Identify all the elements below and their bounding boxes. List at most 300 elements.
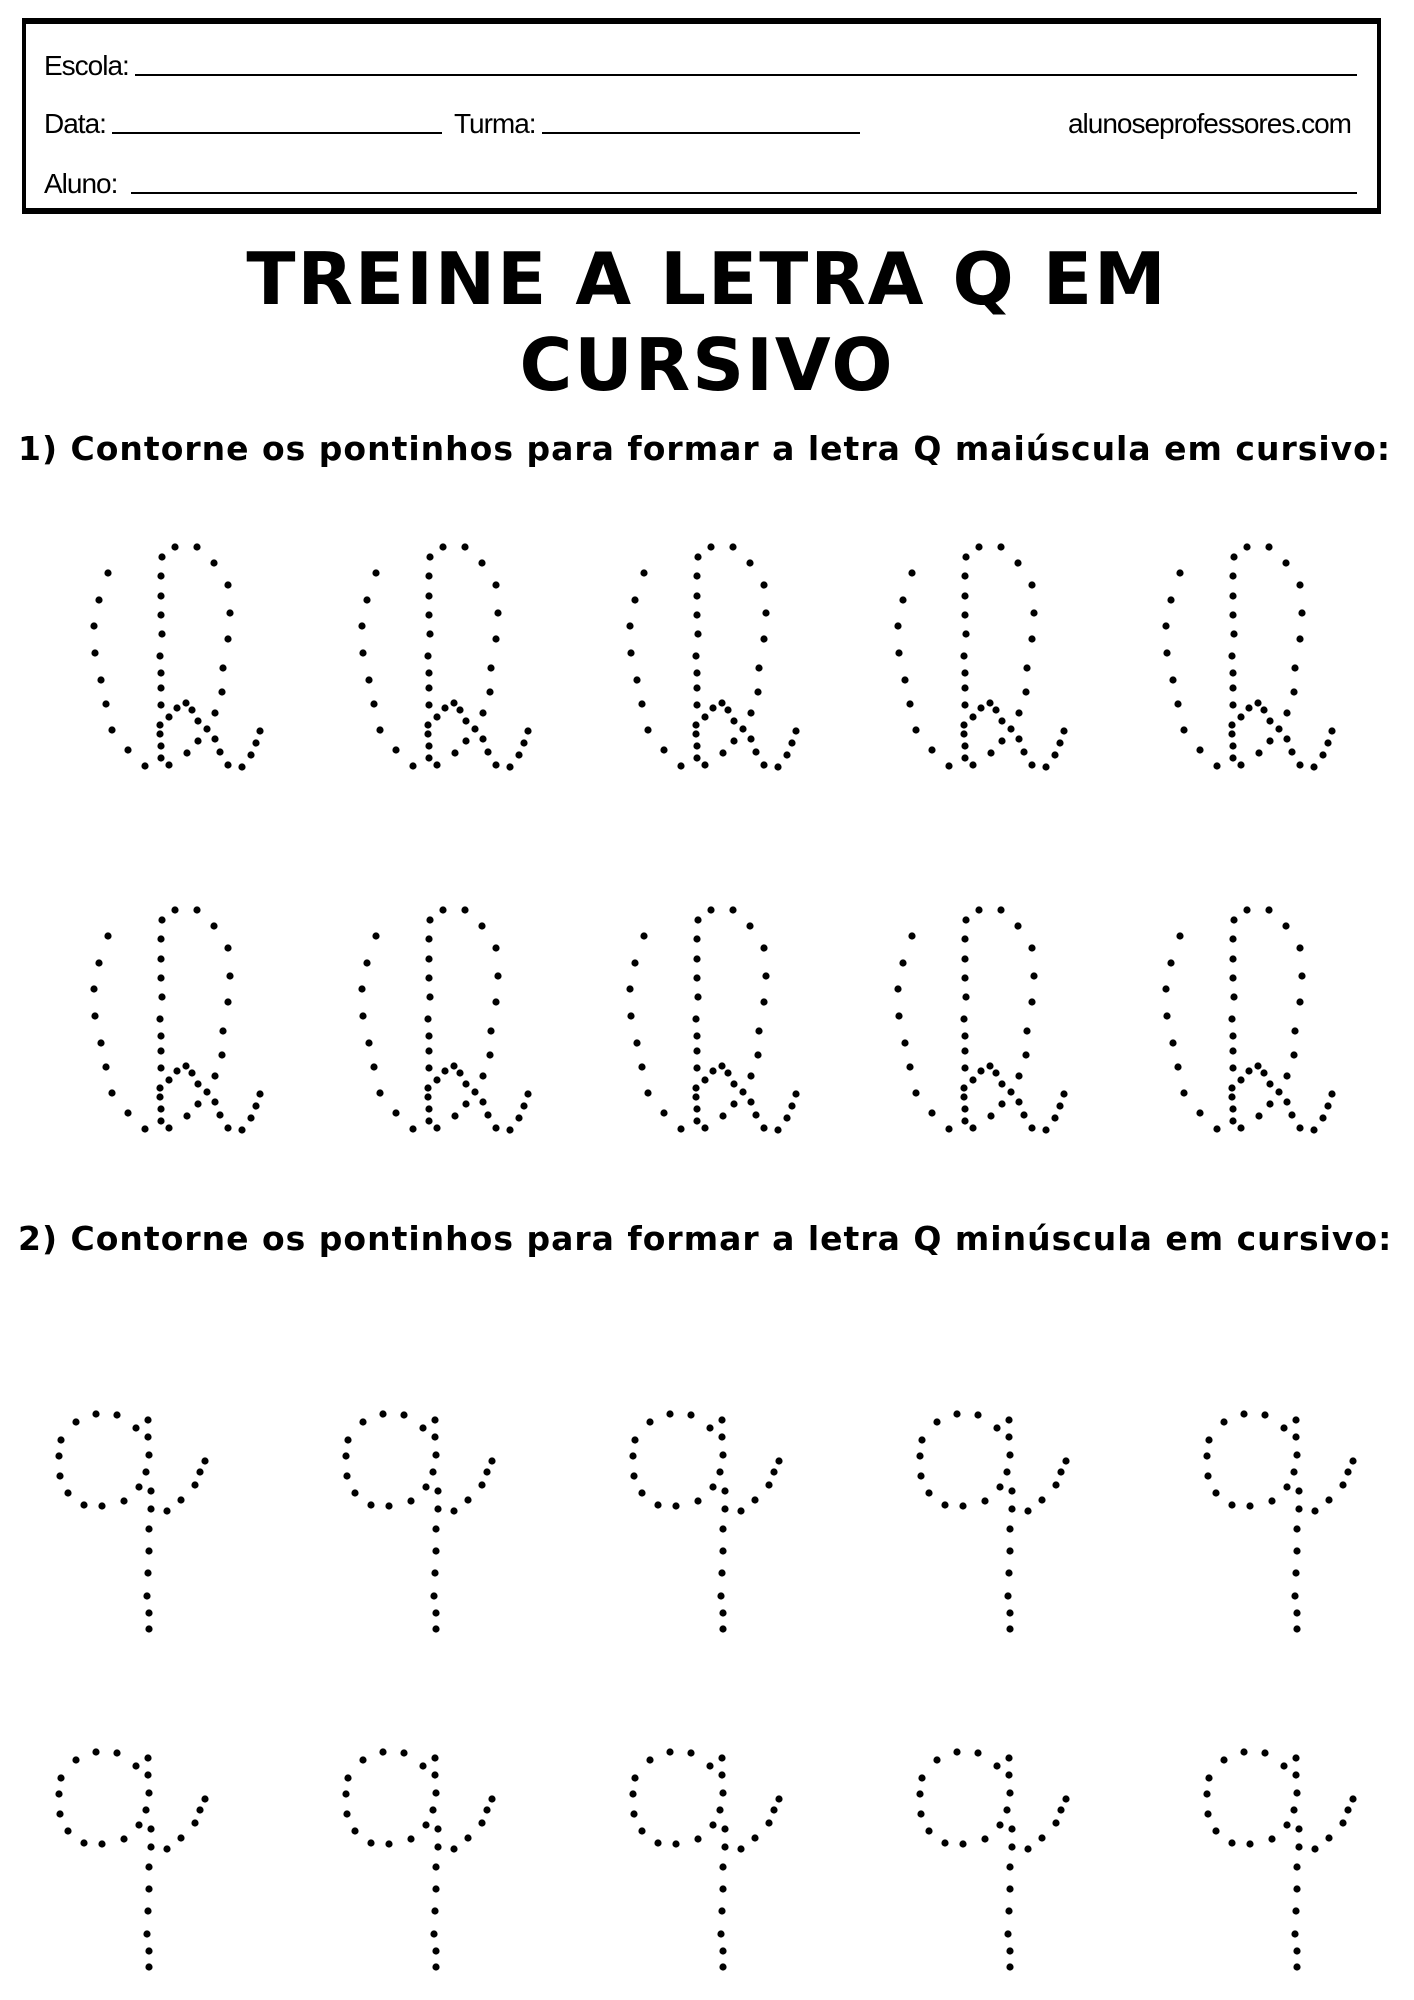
trace-dot bbox=[917, 1810, 924, 1817]
trace-dot bbox=[157, 1047, 164, 1054]
trace-dot bbox=[752, 748, 759, 755]
trace-dot bbox=[252, 739, 259, 746]
lowercase-q-tracing bbox=[916, 1410, 1069, 1632]
trace-dot bbox=[788, 739, 795, 746]
trace-dot bbox=[431, 1569, 438, 1576]
trace-dot bbox=[1062, 1457, 1069, 1464]
trace-dot bbox=[211, 1072, 218, 1079]
trace-dot bbox=[1220, 1756, 1227, 1763]
trace-dot bbox=[157, 701, 164, 708]
trace-dot bbox=[515, 1114, 522, 1121]
trace-dot bbox=[385, 1840, 392, 1847]
trace-dot bbox=[895, 649, 902, 656]
trace-dot bbox=[157, 1117, 164, 1124]
trace-dot bbox=[102, 1063, 109, 1070]
trace-dot bbox=[91, 1012, 98, 1019]
trace-dot bbox=[426, 916, 433, 923]
trace-dot bbox=[486, 688, 493, 695]
trace-dot bbox=[644, 1089, 651, 1096]
trace-dot bbox=[719, 1525, 726, 1532]
trace-dot bbox=[629, 1790, 636, 1797]
trace-dot bbox=[456, 706, 463, 713]
website-text: alunoseprofessores.com bbox=[1067, 108, 1351, 139]
trace-dot bbox=[484, 748, 491, 755]
trace-dot bbox=[218, 688, 225, 695]
trace-dot bbox=[1310, 763, 1317, 770]
trace-dot bbox=[961, 754, 968, 761]
trace-dot bbox=[960, 1093, 967, 1100]
trace-dot bbox=[974, 1411, 981, 1418]
trace-dot bbox=[1006, 1625, 1013, 1632]
trace-dot bbox=[456, 1069, 463, 1076]
trace-dot bbox=[156, 652, 163, 659]
trace-dot bbox=[425, 955, 432, 962]
trace-dot bbox=[492, 581, 499, 588]
trace-dot bbox=[1292, 1907, 1299, 1914]
trace-dot bbox=[365, 676, 372, 683]
trace-dot bbox=[1038, 1834, 1045, 1841]
trace-dot bbox=[760, 761, 767, 768]
trace-dot bbox=[1203, 1790, 1210, 1797]
trace-dot bbox=[709, 1483, 716, 1490]
trace-dot bbox=[1229, 754, 1236, 761]
trace-dot bbox=[1328, 727, 1335, 734]
trace-dot bbox=[376, 726, 383, 733]
trace-dot bbox=[992, 1069, 999, 1076]
trace-dot bbox=[145, 1885, 152, 1892]
trace-dot bbox=[1344, 1806, 1351, 1813]
trace-dot bbox=[962, 630, 969, 637]
trace-dot bbox=[1266, 1080, 1273, 1087]
trace-dot bbox=[1288, 1111, 1295, 1118]
trace-dot bbox=[1293, 1963, 1300, 1970]
trace-dot bbox=[1005, 1569, 1012, 1576]
trace-dot bbox=[694, 553, 701, 560]
trace-dot bbox=[483, 1468, 490, 1475]
trace-dot bbox=[145, 1947, 152, 1954]
trace-dot bbox=[1265, 543, 1272, 550]
trace-dot bbox=[194, 1080, 201, 1087]
trace-dot bbox=[1265, 906, 1272, 913]
trace-dot bbox=[960, 1084, 967, 1091]
trace-dot bbox=[144, 1771, 151, 1778]
trace-dot bbox=[1324, 739, 1331, 746]
trace-dot bbox=[746, 559, 753, 566]
trace-dot bbox=[1062, 1795, 1069, 1802]
trace-dot bbox=[1057, 1468, 1064, 1475]
trace-dot bbox=[626, 985, 633, 992]
trace-dot bbox=[1228, 1093, 1235, 1100]
trace-dot bbox=[419, 1424, 426, 1431]
trace-dot bbox=[1020, 748, 1027, 755]
trace-dot bbox=[1293, 1863, 1300, 1870]
trace-dot bbox=[142, 1468, 149, 1475]
trace-dot bbox=[433, 713, 440, 720]
uppercase-q-tracing bbox=[894, 906, 1067, 1133]
trace-dot bbox=[385, 1502, 392, 1509]
trace-dot bbox=[627, 1012, 634, 1019]
trace-dot bbox=[156, 1093, 163, 1100]
trace-dot bbox=[407, 1835, 414, 1842]
trace-dot bbox=[425, 935, 432, 942]
trace-dot bbox=[918, 1774, 925, 1781]
trace-dot bbox=[987, 1112, 994, 1119]
trace-dot bbox=[959, 1840, 966, 1847]
trace-dot bbox=[363, 959, 370, 966]
trace-dot bbox=[201, 1795, 208, 1802]
trace-dot bbox=[1295, 1505, 1302, 1512]
trace-dot bbox=[961, 572, 968, 579]
trace-dot bbox=[424, 1093, 431, 1100]
trace-dot bbox=[156, 1015, 163, 1022]
trace-dot bbox=[1282, 922, 1289, 929]
trace-dot bbox=[424, 652, 431, 659]
trace-dot bbox=[141, 762, 148, 769]
trace-dot bbox=[194, 717, 201, 724]
trace-dot bbox=[1008, 1487, 1015, 1494]
trace-dot bbox=[173, 704, 180, 711]
trace-dot bbox=[1260, 1069, 1267, 1076]
lowercase-q-tracing bbox=[916, 1748, 1069, 1970]
trace-dot bbox=[135, 1483, 142, 1490]
trace-dot bbox=[1213, 1125, 1220, 1132]
trace-dot bbox=[912, 1089, 919, 1096]
trace-dot bbox=[1196, 746, 1203, 753]
trace-dot bbox=[709, 704, 716, 711]
trace-dot bbox=[894, 622, 901, 629]
trace-dot bbox=[422, 1821, 429, 1828]
trace-dot bbox=[1212, 1827, 1219, 1834]
trace-dot bbox=[754, 1051, 761, 1058]
trace-dot bbox=[431, 1907, 438, 1914]
trace-dot bbox=[1229, 701, 1236, 708]
trace-dot bbox=[64, 1827, 71, 1834]
uppercase-q-tracing bbox=[90, 906, 263, 1133]
trace-dot bbox=[97, 676, 104, 683]
trace-dot bbox=[441, 1067, 448, 1074]
trace-dot bbox=[692, 652, 699, 659]
trace-dot bbox=[631, 596, 638, 603]
trace-dot bbox=[464, 1496, 471, 1503]
trace-dot bbox=[487, 1027, 494, 1034]
trace-dot bbox=[471, 1088, 478, 1095]
trace-dot bbox=[425, 572, 432, 579]
trace-dot bbox=[145, 1863, 152, 1870]
trace-dot bbox=[203, 725, 210, 732]
trace-dot bbox=[925, 1489, 932, 1496]
trace-dot bbox=[120, 1835, 127, 1842]
trace-dot bbox=[145, 1963, 152, 1970]
trace-dot bbox=[1005, 1771, 1012, 1778]
trace-dot bbox=[1255, 1112, 1262, 1119]
student-label: Aluno: bbox=[44, 168, 118, 199]
trace-dot bbox=[693, 754, 700, 761]
trace-dot bbox=[687, 1411, 694, 1418]
trace-dot bbox=[1052, 1481, 1059, 1488]
trace-dot bbox=[629, 1452, 636, 1459]
trace-dot bbox=[450, 1062, 457, 1069]
trace-dot bbox=[998, 1100, 1005, 1107]
trace-dot bbox=[144, 1569, 151, 1576]
trace-dot bbox=[358, 985, 365, 992]
trace-dot bbox=[894, 985, 901, 992]
trace-dot bbox=[506, 763, 513, 770]
trace-dot bbox=[660, 1109, 667, 1116]
trace-dot bbox=[986, 1062, 993, 1069]
trace-dot bbox=[425, 974, 432, 981]
trace-dot bbox=[462, 1100, 469, 1107]
trace-dot bbox=[1325, 1496, 1332, 1503]
trace-dot bbox=[961, 1032, 968, 1039]
trace-dot bbox=[425, 1032, 432, 1039]
trace-dot bbox=[993, 1424, 1000, 1431]
date-label: Data: bbox=[44, 108, 106, 139]
trace-dot bbox=[224, 1124, 231, 1131]
trace-dot bbox=[1042, 763, 1049, 770]
trace-dot bbox=[165, 713, 172, 720]
trace-dot bbox=[997, 543, 1004, 550]
trace-dot bbox=[433, 1124, 440, 1131]
trace-dot bbox=[754, 688, 761, 695]
trace-dot bbox=[145, 1525, 152, 1532]
trace-dot bbox=[429, 1468, 436, 1475]
trace-dot bbox=[1006, 1451, 1013, 1458]
trace-dot bbox=[1288, 748, 1295, 755]
trace-dot bbox=[1243, 543, 1250, 550]
trace-dot bbox=[492, 1124, 499, 1131]
trace-dot bbox=[1051, 751, 1058, 758]
trace-dot bbox=[1006, 1885, 1013, 1892]
trace-dot bbox=[451, 749, 458, 756]
trace-dot bbox=[439, 543, 446, 550]
trace-dot bbox=[1030, 609, 1037, 616]
trace-dot bbox=[92, 1748, 99, 1755]
trace-dot bbox=[709, 1067, 716, 1074]
trace-dot bbox=[492, 635, 499, 642]
trace-dot bbox=[960, 721, 967, 728]
trace-dot bbox=[425, 1105, 432, 1112]
trace-dot bbox=[424, 721, 431, 728]
trace-dot bbox=[461, 543, 468, 550]
trace-dot bbox=[701, 1076, 708, 1083]
trace-dot bbox=[961, 1047, 968, 1054]
trace-dot bbox=[1176, 932, 1183, 939]
trace-dot bbox=[1283, 1821, 1290, 1828]
trace-dot bbox=[1022, 688, 1029, 695]
trace-dot bbox=[962, 916, 969, 923]
trace-dot bbox=[1245, 704, 1252, 711]
trace-dot bbox=[425, 701, 432, 708]
trace-dot bbox=[701, 761, 708, 768]
trace-dot bbox=[916, 1790, 923, 1797]
trace-dot bbox=[1042, 1126, 1049, 1133]
trace-dot bbox=[694, 630, 701, 637]
trace-dot bbox=[692, 721, 699, 728]
trace-dot bbox=[1057, 1806, 1064, 1813]
trace-dot bbox=[392, 1109, 399, 1116]
trace-dot bbox=[719, 1963, 726, 1970]
trace-dot bbox=[171, 543, 178, 550]
trace-dot bbox=[157, 592, 164, 599]
trace-dot bbox=[1240, 1748, 1247, 1755]
trace-dot bbox=[1015, 1072, 1022, 1079]
trace-dot bbox=[1051, 1114, 1058, 1121]
trace-dot bbox=[165, 1124, 172, 1131]
trace-dot bbox=[1283, 709, 1290, 716]
trace-dot bbox=[471, 725, 478, 732]
trace-dot bbox=[1319, 1114, 1326, 1121]
trace-dot bbox=[1260, 706, 1267, 713]
trace-dot bbox=[104, 932, 111, 939]
trace-dot bbox=[464, 1834, 471, 1841]
trace-dot bbox=[693, 935, 700, 942]
trace-dot bbox=[694, 993, 701, 1000]
trace-dot bbox=[144, 1433, 151, 1440]
trace-dot bbox=[157, 572, 164, 579]
trace-dot bbox=[693, 669, 700, 676]
trace-dot bbox=[144, 1907, 151, 1914]
trace-dot bbox=[941, 1839, 948, 1846]
trace-dot bbox=[631, 1774, 638, 1781]
trace-dot bbox=[165, 1076, 172, 1083]
trace-dot bbox=[194, 737, 201, 744]
trace-dot bbox=[638, 1827, 645, 1834]
trace-dot bbox=[1169, 676, 1176, 683]
trace-dot bbox=[1163, 1012, 1170, 1019]
trace-dot bbox=[692, 1084, 699, 1091]
trace-dot bbox=[961, 684, 968, 691]
trace-dot bbox=[716, 1468, 723, 1475]
trace-dot bbox=[430, 1592, 437, 1599]
trace-dot bbox=[400, 1411, 407, 1418]
trace-dot bbox=[1228, 652, 1235, 659]
trace-dot bbox=[992, 706, 999, 713]
trace-dot bbox=[953, 1748, 960, 1755]
trace-dot bbox=[372, 569, 379, 576]
trace-dot bbox=[783, 1114, 790, 1121]
trace-dot bbox=[90, 622, 97, 629]
trace-dot bbox=[792, 727, 799, 734]
trace-dot bbox=[1293, 1947, 1300, 1954]
trace-dot bbox=[462, 1080, 469, 1087]
trace-dot bbox=[1296, 635, 1303, 642]
trace-dot bbox=[145, 1547, 152, 1554]
trace-dot bbox=[488, 1457, 495, 1464]
trace-dot bbox=[1005, 1907, 1012, 1914]
trace-dot bbox=[693, 592, 700, 599]
trace-dot bbox=[379, 1748, 386, 1755]
trace-dot bbox=[707, 543, 714, 550]
trace-dot bbox=[1212, 1489, 1219, 1496]
trace-dot bbox=[1006, 1947, 1013, 1954]
trace-dot bbox=[719, 1609, 726, 1616]
trace-dot bbox=[701, 713, 708, 720]
trace-dot bbox=[479, 709, 486, 716]
trace-dot bbox=[431, 1416, 438, 1423]
trace-dot bbox=[974, 1749, 981, 1756]
trace-dot bbox=[1229, 1064, 1236, 1071]
trace-dot bbox=[961, 1105, 968, 1112]
trace-dot bbox=[1213, 762, 1220, 769]
trace-dot bbox=[961, 974, 968, 981]
trace-dot bbox=[80, 1501, 87, 1508]
trace-dot bbox=[1275, 1088, 1282, 1095]
trace-dot bbox=[760, 944, 767, 951]
trace-dot bbox=[461, 906, 468, 913]
trace-dot bbox=[147, 1487, 154, 1494]
trace-dot bbox=[775, 1795, 782, 1802]
trace-dot bbox=[224, 635, 231, 642]
trace-dot bbox=[224, 581, 231, 588]
trace-dot bbox=[143, 1930, 150, 1937]
trace-dot bbox=[654, 1839, 661, 1846]
trace-dot bbox=[933, 1756, 940, 1763]
trace-dot bbox=[961, 669, 968, 676]
trace-dot bbox=[1229, 592, 1236, 599]
trace-dot bbox=[157, 669, 164, 676]
trace-dot bbox=[157, 955, 164, 962]
trace-dot bbox=[640, 932, 647, 939]
trace-dot bbox=[156, 1084, 163, 1091]
trace-dot bbox=[755, 664, 762, 671]
trace-dot bbox=[1030, 972, 1037, 979]
trace-dot bbox=[238, 1126, 245, 1133]
trace-dot bbox=[638, 700, 645, 707]
trace-dot bbox=[1003, 1806, 1010, 1813]
trace-dot bbox=[182, 1062, 189, 1069]
trace-dot bbox=[1229, 955, 1236, 962]
trace-dot bbox=[224, 998, 231, 1005]
lowercase-q-tracing bbox=[55, 1410, 208, 1632]
trace-dot bbox=[210, 922, 217, 929]
trace-dot bbox=[693, 611, 700, 618]
trace-dot bbox=[1056, 739, 1063, 746]
trace-dot bbox=[977, 704, 984, 711]
trace-dot bbox=[494, 972, 501, 979]
trace-dot bbox=[1349, 1795, 1356, 1802]
trace-dot bbox=[961, 1117, 968, 1124]
trace-dot bbox=[719, 1885, 726, 1892]
trace-dot bbox=[1266, 1100, 1273, 1107]
trace-dot bbox=[692, 730, 699, 737]
trace-dot bbox=[424, 730, 431, 737]
lowercase-q-tracing bbox=[342, 1748, 495, 1970]
trace-dot bbox=[677, 1125, 684, 1132]
trace-dot bbox=[630, 1810, 637, 1817]
uppercase-q-tracing bbox=[1162, 906, 1335, 1133]
trace-dot bbox=[424, 1015, 431, 1022]
trace-dot bbox=[693, 1117, 700, 1124]
trace-dot bbox=[351, 1489, 358, 1496]
trace-dot bbox=[95, 596, 102, 603]
trace-dot bbox=[363, 596, 370, 603]
trace-dot bbox=[1311, 1507, 1318, 1514]
trace-dot bbox=[483, 1806, 490, 1813]
trace-dot bbox=[1282, 559, 1289, 566]
trace-dot bbox=[177, 1496, 184, 1503]
trace-dot bbox=[462, 737, 469, 744]
trace-dot bbox=[422, 1483, 429, 1490]
trace-dot bbox=[718, 699, 725, 706]
trace-dot bbox=[432, 1525, 439, 1532]
trace-dot bbox=[730, 1080, 737, 1087]
trace-dot bbox=[721, 1505, 728, 1512]
trace-dot bbox=[918, 1436, 925, 1443]
trace-dot bbox=[1003, 1468, 1010, 1475]
trace-dot bbox=[171, 906, 178, 913]
trace-dot bbox=[132, 1762, 139, 1769]
trace-dot bbox=[351, 1827, 358, 1834]
